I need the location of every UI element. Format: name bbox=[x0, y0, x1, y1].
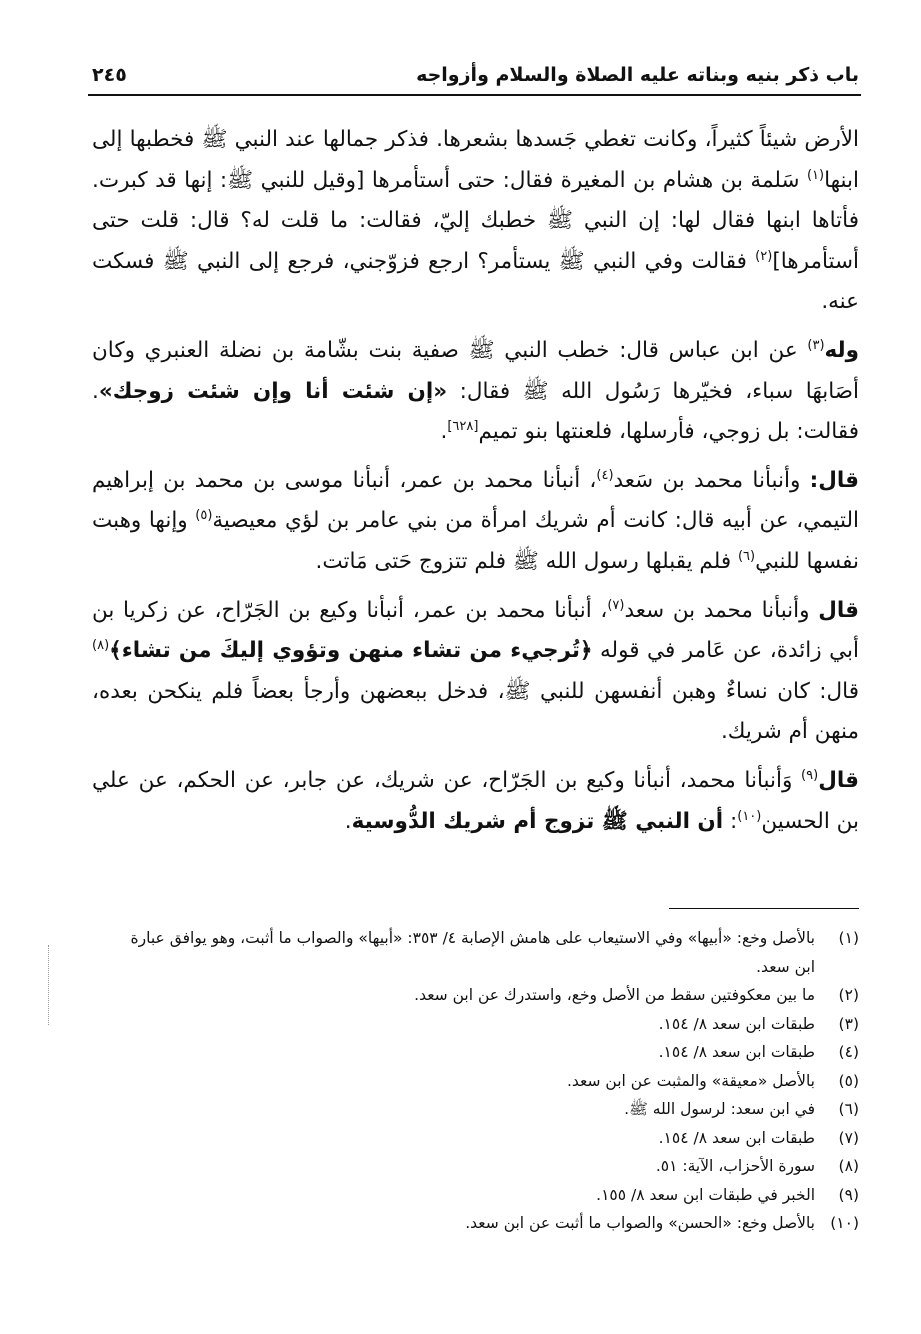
footnote-ref: (٨) bbox=[92, 637, 110, 653]
paragraph-text: ، أنبأنا محمد بن عمر، أنبأنا وكيع بن الجَرّاح، عن زكريا بن أبي زائدة، عن عَامر في قوله bbox=[92, 597, 860, 664]
paragraph-text: وإنها وهبت نفسها للنبي bbox=[92, 508, 859, 574]
paragraph-text: . bbox=[440, 419, 448, 445]
footnote-text: طبقات ابن سعد ٨/ ١٥٤. bbox=[658, 1043, 815, 1061]
footnote-ref: (١٠) bbox=[737, 808, 762, 824]
footnote-ref: (٣) bbox=[807, 337, 825, 353]
footnote-ref: (٤) bbox=[596, 467, 614, 483]
paragraph-4 bbox=[92, 591, 859, 753]
footnote bbox=[110, 1124, 859, 1153]
footnote-number: (٧) bbox=[838, 1128, 859, 1147]
footnote-ref: (٩) bbox=[801, 767, 819, 783]
footnote bbox=[110, 1152, 859, 1181]
paragraph-text: وأنبأنا محمد بن سَعد bbox=[613, 467, 810, 493]
footnote bbox=[110, 924, 859, 981]
footnotes bbox=[110, 924, 859, 1238]
paragraph-text: : bbox=[723, 808, 738, 834]
footnote-text: في ابن سعد: لرسول الله ﷺ. bbox=[624, 1100, 815, 1118]
paragraph-2 bbox=[92, 331, 859, 453]
footnote bbox=[110, 1181, 859, 1210]
chapter-title: باب ذكر بنيه وبناته عليه الصلاة والسلام وأزواجه bbox=[416, 64, 859, 86]
footnote-ref: (٢) bbox=[755, 248, 773, 264]
footnote-text: بالأصل «معيقة» والمثبت عن ابن سعد. bbox=[566, 1071, 815, 1090]
footnote-number: (٨) bbox=[838, 1157, 859, 1175]
footnote-text: الخبر في طبقات ابن سعد ٨/ ١٥٥. bbox=[596, 1185, 815, 1204]
footnote-ref: (٧) bbox=[607, 597, 625, 613]
footnote bbox=[110, 1067, 859, 1096]
paragraph-5 bbox=[92, 761, 859, 842]
footnote-number: (٤) bbox=[838, 1043, 859, 1061]
footnote bbox=[110, 1095, 859, 1124]
footnote-ref: (٦) bbox=[737, 548, 756, 564]
footnote-text: طبقات ابن سعد ٨/ ١٥٤. bbox=[658, 1014, 815, 1033]
paragraph-lead: قال bbox=[818, 597, 859, 623]
footnote-text: بالأصل وخع: «الحسن» والصواب ما أثبت عن ابن سعد. bbox=[465, 1214, 815, 1232]
paragraph-lead: قال bbox=[818, 767, 859, 793]
quran-quote: ﴿تُرجيء من تشاء منهن وتؤوي إليكَ من تشاء﴾ bbox=[109, 638, 593, 664]
paragraph-lead: قال: bbox=[809, 467, 859, 493]
paragraph-text: فقالت وفي النبي ﷺ يستأمر؟ ارجع فزوّجني، فرجع إلى النبي ﷺ فسكت عنه. bbox=[92, 248, 859, 315]
paragraph-text: سَلمة بن هشام بن المغيرة فقال: حتى أستأمرها [وقيل للنبي ﷺ: إنها قد كبرت. فأتاها ابنها فقال لها: إن النبي ﷺ خطبك إليّ، فقالت: ما قلت له؟ قال: قلت حتى أستأمرها] bbox=[92, 167, 859, 274]
paragraph-text: . فقالت: بل زوجي، فأرسلها، فلعنتها بنو تميم bbox=[92, 378, 859, 445]
paragraph-text: . bbox=[344, 808, 352, 834]
footnote-number: (١) bbox=[838, 929, 859, 947]
paragraph-3 bbox=[92, 461, 859, 583]
emphasized-text: أن النبي ﷺ تزوج أم شريك الدُّوسية bbox=[351, 808, 724, 834]
paragraph-text: فلم يقبلها رسول الله ﷺ فلم تتزوج حَتى مَاتت. bbox=[315, 548, 738, 574]
footnote-ref: (١) bbox=[806, 167, 825, 183]
footnote-number: (١٠) bbox=[830, 1214, 859, 1232]
hadith-number: [٦٢٨] bbox=[447, 419, 479, 434]
footnote-number: (٣) bbox=[838, 1014, 859, 1033]
footnote-number: (٥) bbox=[838, 1071, 859, 1090]
paragraph-text: وَأنبأنا محمد، أنبأنا وكيع بن الجَرّاح، عن شريك، عن جابر، عن الحكم، عن علي بن الحسين bbox=[92, 767, 859, 834]
paragraph-text: عن ابن عباس قال: خطب النبي ﷺ صفية بنت بشّامة بن نضلة العنبري وكان أصَابهَا سباء، فخيّرها رَسُول الله ﷺ فقال: bbox=[92, 337, 859, 404]
page-number: ٢٤٥ bbox=[92, 64, 127, 86]
footnote-number: (٦) bbox=[838, 1100, 859, 1118]
footnote bbox=[110, 981, 859, 1010]
paragraph-1 bbox=[92, 120, 859, 323]
running-head bbox=[92, 58, 859, 92]
footnote-text: ما بين معكوفتين سقط من الأصل وخع، واستدرك عن ابن سعد. bbox=[414, 986, 815, 1004]
header-rule bbox=[88, 94, 861, 96]
footnote bbox=[110, 1209, 859, 1238]
margin-mark bbox=[48, 945, 49, 1025]
footnote-number: (٢) bbox=[838, 986, 859, 1004]
footnote-text: طبقات ابن سعد ٨/ ١٥٤. bbox=[658, 1128, 815, 1147]
footnote bbox=[110, 1038, 859, 1067]
paragraph-text: قال: كان نساءٌ وهبن أنفسهن للنبي ﷺ، فدخل ببعضهن وأرجأ بعضاً فلم ينكحن بعده، منهن أم شريك. bbox=[92, 678, 859, 745]
footnote-number: (٩) bbox=[838, 1185, 859, 1204]
paragraph-text: ، أنبأنا محمد بن عمر، أنبأنا موسى بن محمد بن إبراهيم التيمي، عن أبيه قال: كانت أم شريك امرأة من بني عامر بن لؤي معيصية bbox=[92, 467, 859, 534]
paragraph-text: وأنبأنا محمد بن سعد bbox=[624, 597, 819, 623]
paragraph-text: الأرض شيئاً كثيراً، وكانت تغطي جَسدها بشعرها. فذكر جمالها عند النبي ﷺ فخطبها إلى ابنها bbox=[92, 127, 859, 193]
footnote-text: سورة الأحزاب، الآية: ٥١. bbox=[655, 1157, 815, 1175]
footnote-ref: (٥) bbox=[195, 508, 213, 524]
hadith-quote: «إن شئت أنا وإن شئت زوجك» bbox=[98, 378, 448, 404]
main-text bbox=[92, 120, 859, 850]
paragraph-lead: وله bbox=[824, 337, 859, 363]
footnote-text: بالأصل وخع: «أبيها» وفي الاستيعاب على هامش الإصابة ٤/ ٣٥٣: «أبيها» والصواب ما أثبت، وهو يوافق عبارة ابن سعد. bbox=[130, 929, 815, 976]
footnote-separator bbox=[669, 908, 859, 909]
footnote bbox=[110, 1010, 859, 1039]
